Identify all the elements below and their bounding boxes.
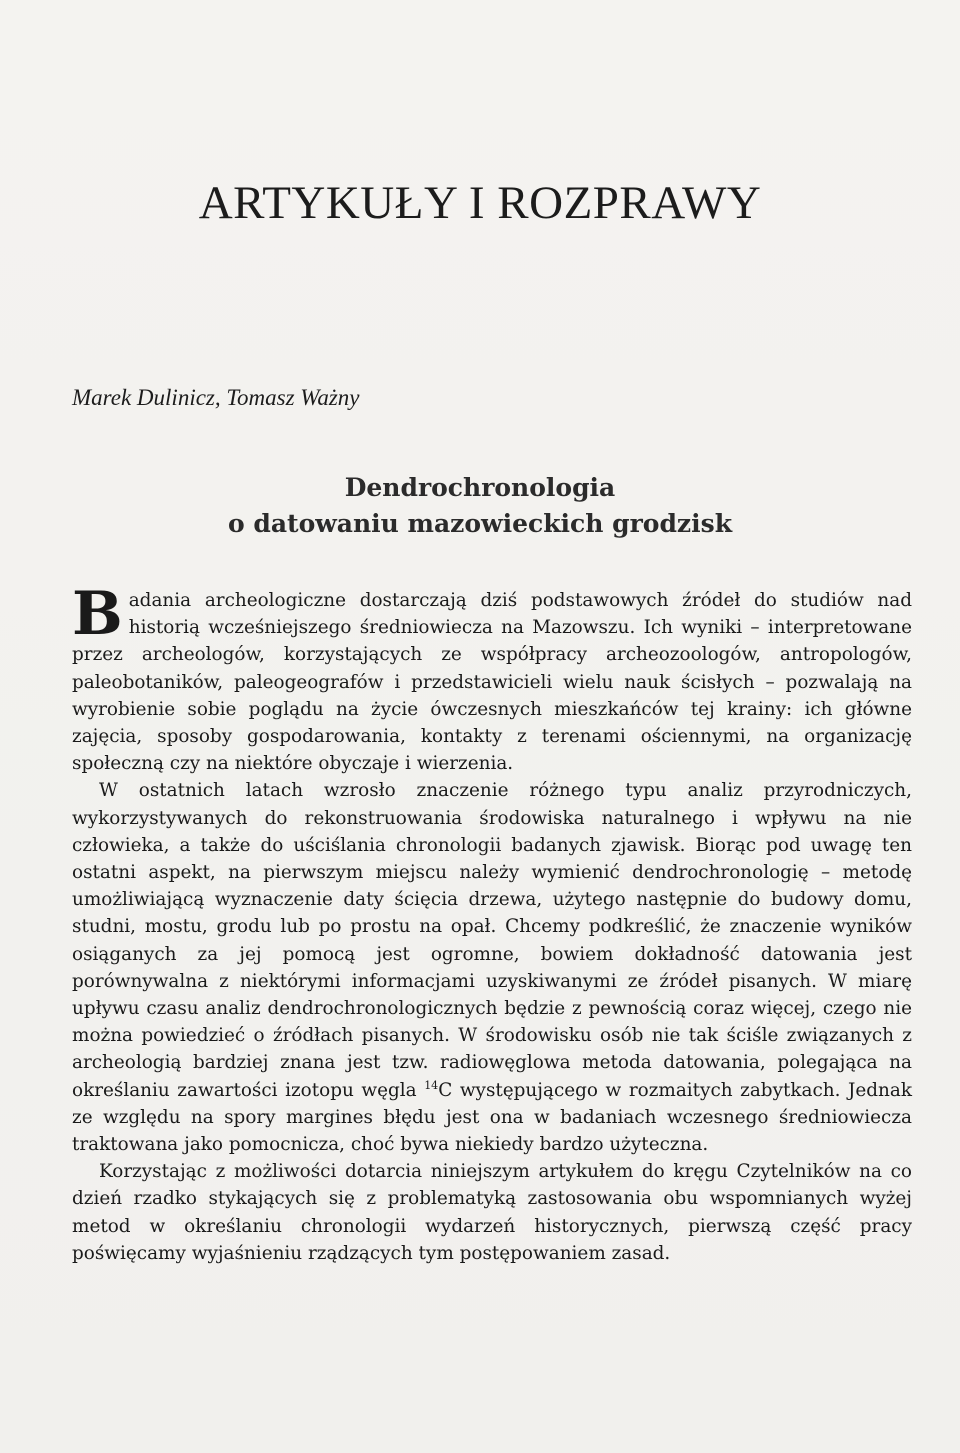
article-title	[0, 470, 960, 542]
paragraph-1-text: adania archeologiczne dostarczają dziś podstawowych źródeł do studiów nad historią wcześniejszego średniowiecza na Mazowszu. Ich wyniki – interpretowane przez archeologów, korzystających ze współpracy archeozoologów, antropologów, paleobotaników, paleogeografów i przedstawicieli wielu nauk ścisłych – pozwalają na wyrobienie sobie poglądu na życie ówczesnych mieszkańców tej krainy: ich główne zajęcia, sposoby gospodarowania, kontakty z terenami ościennymi, na organizację społeczną czy na niektóre obyczaje i wierzenia.	[72, 590, 912, 775]
title-line-1: Dendrochronologia	[344, 473, 616, 502]
paragraph-3-text: Korzystając z możliwości dotarcia niniejszym artykułem do kręgu Czytelników na co dzień rzadko stykających się z problematyką zastosowania obu wspomnianych wyżej metod w określaniu chronologii wydarzeń historycznych, pierwszą część pracy poświęcamy wyjaśnieniu rządzących tym postępowaniem zasad.	[72, 1161, 912, 1264]
paragraph-2-text-a: W ostatnich latach wzrosło znaczenie różnego typu analiz przyrodniczych, wykorzystywanych do rekonstruowania środowiska naturalnego i wpływu na nie człowieka, a także do uściślania chronologii badanych zjawisk. Biorąc pod uwagę ten ostatni aspekt, na pierwszym miejscu należy wymienić dendrochronologię – metodę umożliwiającą wyznaczenie daty ścięcia drzewa, użytego następnie do budowy domu, studni, mostu, grodu lub po prostu na opał. Chcemy podkreślić, że znaczenie wyników osiąganych za jej pomocą jest ogromne, bowiem dokładność datowania jest porównywalna z niektórymi informacjami uzyskiwanymi ze źródeł pisanych. W miarę upływu czasu analiz dendrochronologicznych będzie z pewnością coraz więcej, czego nie można powiedzieć o źródłach pisanych. W środowisku osób nie tak ściśle związanych z archeologią bardziej znana jest tzw. radiowęglowa metoda datowania, polegająca na określaniu zawartości izotopu węgla	[72, 780, 912, 1101]
paragraph-3	[72, 1158, 912, 1267]
paragraph-1	[72, 579, 912, 777]
section-heading: ARTYKUŁY I ROZPRAWY	[198, 177, 762, 230]
article-authors: Marek Dulinicz, Tomasz Ważny	[72, 385, 360, 410]
title-line-2: o datowaniu mazowieckich grodzisk	[227, 509, 733, 538]
paragraph-2-text-b: C występującego w rozmaitych zabytkach. Jednak ze względu na spory margines błędu jest ona w badaniach wczesnego średniowiecza traktowana jako pomocnicza, choć bywa niekiedy bardzo użyteczna.	[72, 1079, 912, 1156]
isotope-superscript: 14	[424, 1078, 439, 1092]
drop-cap: B	[72, 579, 123, 649]
paragraph-2	[72, 777, 912, 1158]
article-body	[72, 579, 912, 1267]
